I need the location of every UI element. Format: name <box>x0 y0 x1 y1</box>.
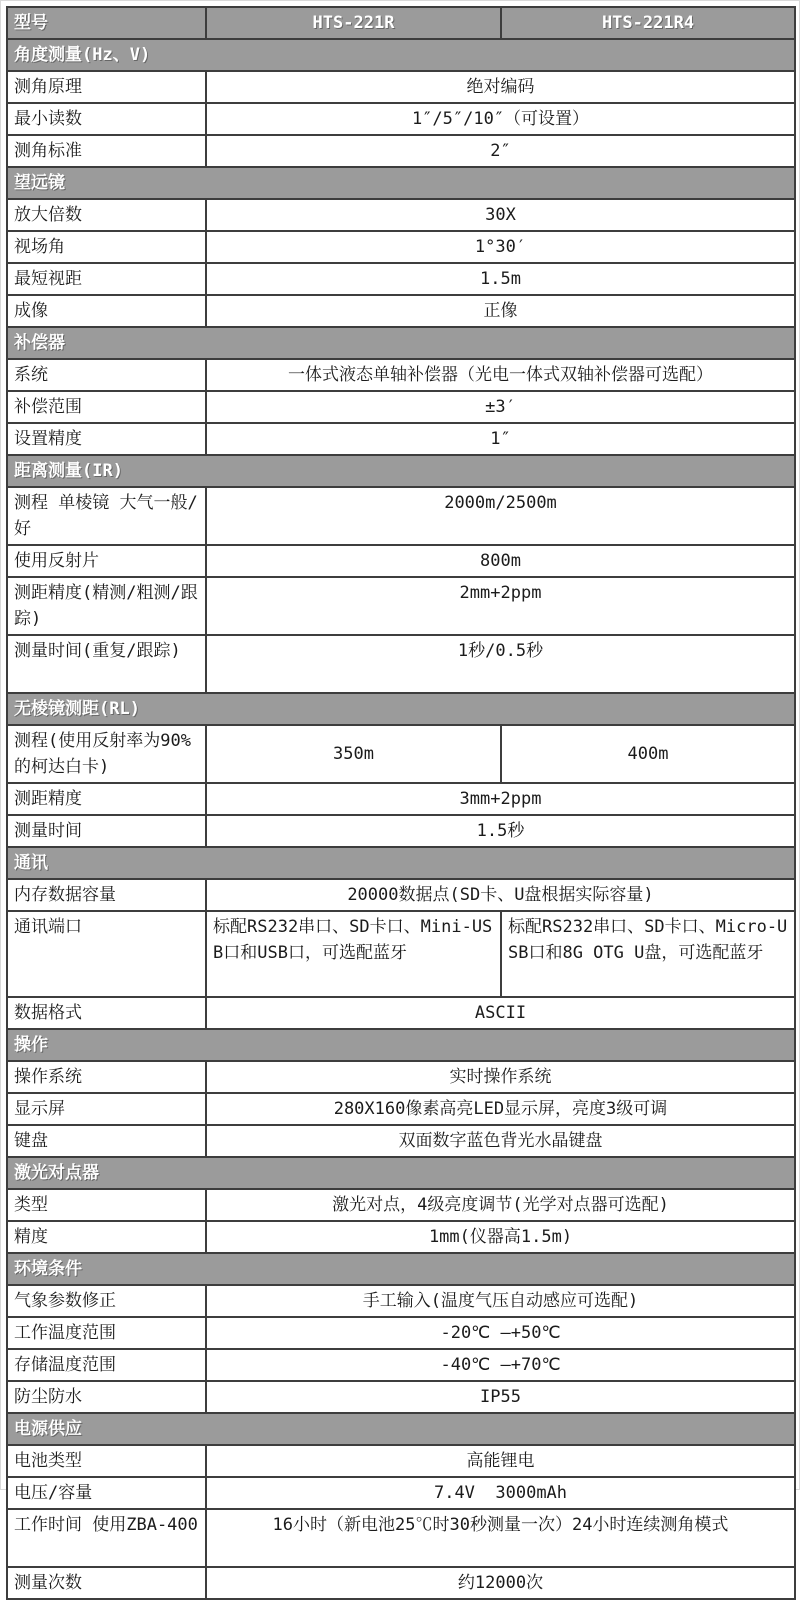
row-label: 测量时间(重复/跟踪) <box>7 635 206 693</box>
row-value: 约12000次 <box>206 1567 795 1599</box>
spec-row <box>7 1221 795 1253</box>
row-label: 测角原理 <box>7 71 206 103</box>
spec-row <box>7 783 795 815</box>
spec-row <box>7 263 795 295</box>
section-header-row <box>7 1413 795 1445</box>
row-value: 双面数字蓝色背光水晶键盘 <box>206 1125 795 1157</box>
spec-row <box>7 577 795 635</box>
row-value: 激光对点，4级亮度调节(光学对点器可选配) <box>206 1189 795 1221</box>
row-value-model1: 标配RS232串口、SD卡口、Mini-USB口和USB口，可选配蓝牙 <box>206 911 501 997</box>
row-label: 显示屏 <box>7 1093 206 1125</box>
row-value: 正像 <box>206 295 795 327</box>
row-label: 测量次数 <box>7 1567 206 1599</box>
spec-row <box>7 1567 795 1599</box>
spec-row <box>7 231 795 263</box>
spec-row <box>7 1477 795 1509</box>
spec-row <box>7 545 795 577</box>
row-value: ASCII <box>206 997 795 1029</box>
section-header-row <box>7 1253 795 1285</box>
spec-row <box>7 391 795 423</box>
model-header-row <box>7 7 795 39</box>
row-value: 20000数据点(SD卡、U盘根据实际容量) <box>206 879 795 911</box>
spec-row <box>7 815 795 847</box>
row-label: 内存数据容量 <box>7 879 206 911</box>
row-label: 数据格式 <box>7 997 206 1029</box>
spec-row <box>7 1317 795 1349</box>
spec-row <box>7 1445 795 1477</box>
spec-row <box>7 879 795 911</box>
spec-row <box>7 199 795 231</box>
section-header-row <box>7 39 795 71</box>
row-label: 测程(使用反射率为90%的柯达白卡) <box>7 725 206 783</box>
section-header-row <box>7 167 795 199</box>
spec-row <box>7 997 795 1029</box>
model-row-label: 型号 <box>7 7 206 39</box>
row-label: 设置精度 <box>7 423 206 455</box>
row-label: 补偿范围 <box>7 391 206 423</box>
row-value: 1.5m <box>206 263 795 295</box>
row-label: 最小读数 <box>7 103 206 135</box>
row-label: 类型 <box>7 1189 206 1221</box>
model-name-hts-221r: HTS-221R <box>206 7 501 39</box>
spec-row <box>7 423 795 455</box>
row-value: 2mm+2ppm <box>206 577 795 635</box>
spec-row <box>7 295 795 327</box>
row-label: 精度 <box>7 1221 206 1253</box>
section-title: 望远镜 <box>7 167 795 199</box>
row-value: 3mm+2ppm <box>206 783 795 815</box>
row-value: 1″/5″/10″（可设置） <box>206 103 795 135</box>
section-title: 角度测量(Hz、V) <box>7 39 795 71</box>
section-header-row <box>7 1157 795 1189</box>
row-label: 操作系统 <box>7 1061 206 1093</box>
row-value: 1°30′ <box>206 231 795 263</box>
section-title: 操作 <box>7 1029 795 1061</box>
row-value: -20℃ —+50℃ <box>206 1317 795 1349</box>
row-value: 800m <box>206 545 795 577</box>
row-value: 绝对编码 <box>206 71 795 103</box>
row-value: 1秒/0.5秒 <box>206 635 795 693</box>
row-value: 手工输入(温度气压自动感应可选配) <box>206 1285 795 1317</box>
row-value: 2″ <box>206 135 795 167</box>
row-value: IP55 <box>206 1381 795 1413</box>
spec-row <box>7 1125 795 1157</box>
section-header-row <box>7 327 795 359</box>
spec-row <box>7 1093 795 1125</box>
spec-table <box>6 6 796 1600</box>
row-label: 键盘 <box>7 1125 206 1157</box>
row-label: 气象参数修正 <box>7 1285 206 1317</box>
section-header-row <box>7 693 795 725</box>
section-title: 补偿器 <box>7 327 795 359</box>
row-label: 存储温度范围 <box>7 1349 206 1381</box>
section-header-row <box>7 847 795 879</box>
row-value: 1.5秒 <box>206 815 795 847</box>
row-value: 7.4V 3000mAh <box>206 1477 795 1509</box>
row-label: 测距精度(精测/粗测/跟踪) <box>7 577 206 635</box>
row-value: ±3′ <box>206 391 795 423</box>
spec-row <box>7 103 795 135</box>
spec-row <box>7 911 795 997</box>
section-header-row <box>7 455 795 487</box>
row-label: 工作温度范围 <box>7 1317 206 1349</box>
row-value-model1: 350m <box>206 725 501 783</box>
row-label: 系统 <box>7 359 206 391</box>
row-value: 16小时（新电池25℃时30秒测量一次）24小时连续测角模式 <box>206 1509 795 1567</box>
spec-row <box>7 1285 795 1317</box>
section-title: 无棱镜测距(RL) <box>7 693 795 725</box>
spec-row <box>7 135 795 167</box>
row-label: 视场角 <box>7 231 206 263</box>
row-label: 测程 单棱镜 大气一般/好 <box>7 487 206 545</box>
row-label: 使用反射片 <box>7 545 206 577</box>
row-value: 高能锂电 <box>206 1445 795 1477</box>
section-header-row <box>7 1029 795 1061</box>
spec-row <box>7 487 795 545</box>
spec-row <box>7 1061 795 1093</box>
row-label: 最短视距 <box>7 263 206 295</box>
spec-row <box>7 1349 795 1381</box>
spec-row <box>7 71 795 103</box>
spec-row <box>7 1509 795 1567</box>
row-value: 30X <box>206 199 795 231</box>
section-title: 通讯 <box>7 847 795 879</box>
row-label: 成像 <box>7 295 206 327</box>
row-value: 280X160像素高亮LED显示屏，亮度3级可调 <box>206 1093 795 1125</box>
row-value: -40℃ —+70℃ <box>206 1349 795 1381</box>
row-label: 电压/容量 <box>7 1477 206 1509</box>
row-label: 测距精度 <box>7 783 206 815</box>
row-value: 实时操作系统 <box>206 1061 795 1093</box>
row-value: 1mm(仪器高1.5m) <box>206 1221 795 1253</box>
row-value-model2: 标配RS232串口、SD卡口、Micro-USB口和8G OTG U盘，可选配蓝牙 <box>501 911 795 997</box>
section-title: 电源供应 <box>7 1413 795 1445</box>
row-label: 防尘防水 <box>7 1381 206 1413</box>
spec-row <box>7 635 795 693</box>
spec-row <box>7 1189 795 1221</box>
section-title: 距离测量(IR) <box>7 455 795 487</box>
spec-row <box>7 1381 795 1413</box>
section-title: 环境条件 <box>7 1253 795 1285</box>
row-label: 电池类型 <box>7 1445 206 1477</box>
row-value: 2000m/2500m <box>206 487 795 545</box>
spec-row <box>7 359 795 391</box>
row-label: 工作时间 使用ZBA-400 <box>7 1509 206 1567</box>
row-label: 测角标准 <box>7 135 206 167</box>
model-name-hts-221r4: HTS-221R4 <box>501 7 795 39</box>
row-value: 1″ <box>206 423 795 455</box>
row-value: 一体式液态单轴补偿器（光电一体式双轴补偿器可选配） <box>206 359 795 391</box>
section-title: 激光对点器 <box>7 1157 795 1189</box>
row-label: 测量时间 <box>7 815 206 847</box>
row-label: 通讯端口 <box>7 911 206 997</box>
row-value-model2: 400m <box>501 725 795 783</box>
row-label: 放大倍数 <box>7 199 206 231</box>
spec-row <box>7 725 795 783</box>
